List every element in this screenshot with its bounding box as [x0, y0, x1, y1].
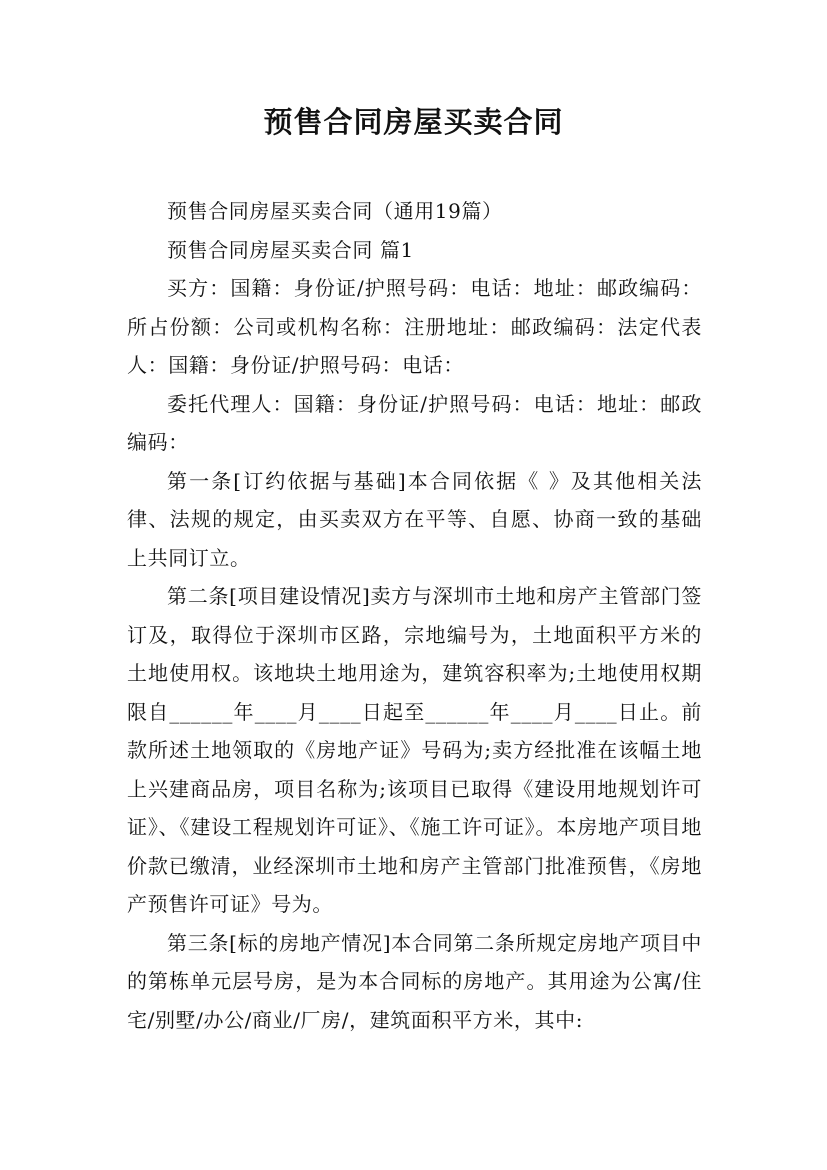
paragraph-subtitle: 预售合同房屋买卖合同（通用19篇） [167, 199, 503, 223]
paragraph-article-1: 第一条[订约依据与基础]本合同依据《 》及其他相关法律、法规的规定，由买卖双方在平等、自愿、协商一致的基础上共同订立。 [127, 468, 702, 570]
paragraph-buyer-info: 买方：国籍：身份证/护照号码：电话：地址：邮政编码：所占份额：公司或机构名称：注册地址：邮政编码：法定代表人：国籍：身份证/护照号码：电话： [127, 276, 702, 377]
paragraph-article-3: 第三条[标的房地产情况]本合同第二条所规定房地产项目中的第栋单元层号房，是为本合同标的房地产。其用途为公寓/住宅/别墅/办公/商业/厂房/，建筑面积平方米，其中: [127, 930, 702, 1032]
paragraph-article-2: 第二条[项目建设情况]卖方与深圳市土地和房产主管部门签订及，取得位于深圳市区路，宗地编号为，土地面积平方米的土地使用权。该地块土地用途为，建筑容积率为;土地使用权期限自______年____月____日起至______年____月____日止。前款所述土地领取的《房地产证》号码为;卖方经批准在该幅土地上兴建商品房，项目名称为;该项目已取得《建设用地规划许可证》、《建设工程规划许可证》、《施工许可证》。本房地产项目地价款已缴清，业经深圳市土地和房产主管部门批准预售，《房地产预售许可证》号为。 [127, 584, 702, 916]
paragraph-agent-info: 委托代理人：国籍：身份证/护照号码：电话：地址：邮政编码： [127, 391, 702, 454]
document-body [127, 192, 702, 1039]
document-title: 预售合同房屋买卖合同 [263, 105, 564, 139]
paragraph-section-heading: 预售合同房屋买卖合同 篇1 [167, 237, 414, 262]
